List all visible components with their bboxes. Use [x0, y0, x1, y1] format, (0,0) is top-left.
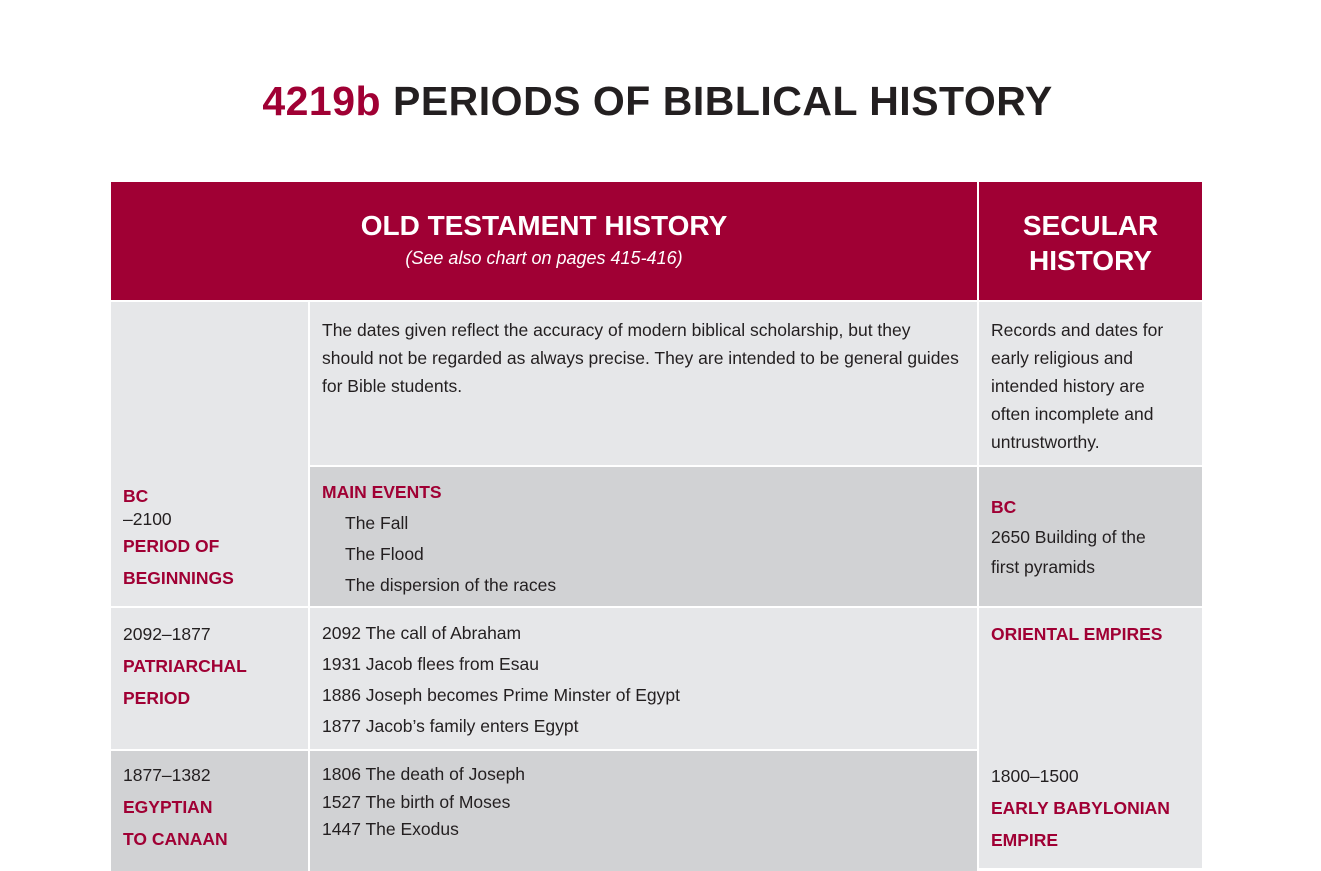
secular-beginnings-cell [979, 467, 1202, 606]
egyptian-period-cell [111, 751, 308, 871]
event-item: The Flood [345, 544, 424, 564]
era-label: BC [991, 497, 1017, 517]
ot-header-subtitle: (See also chart on pages 415-416) [405, 248, 683, 268]
main-events-title: MAIN EVENTS [322, 482, 442, 502]
era-label: BC [123, 486, 149, 506]
beginnings-period-cell [111, 302, 308, 606]
chart-number: 4219b [262, 78, 382, 124]
period-name: BEGINNINGS [123, 568, 234, 588]
oriental-empires-title: ORIENTAL EMPIRES [991, 624, 1163, 644]
period-dates: 1877–1382 [123, 765, 211, 785]
intro-ot-cell [310, 302, 977, 465]
period-name: PERIOD OF [123, 536, 220, 556]
secular-intro-text: Records and dates for early religious and intended history are often incomplete and untrustworthy. [991, 320, 1164, 452]
period-name: EMPIRE [991, 830, 1059, 850]
period-dates: 1800–1500 [991, 766, 1079, 786]
event-item: The dispersion of the races [345, 575, 557, 595]
event-item: 1877 Jacob’s family enters Egypt [322, 716, 579, 736]
secular-header [979, 182, 1202, 300]
period-name: EGYPTIAN [123, 797, 213, 817]
main-events-cell [310, 467, 977, 606]
period-dates: 2092–1877 [123, 624, 211, 644]
period-name: TO CANAAN [123, 829, 228, 849]
event-item: 1931 Jacob flees from Esau [322, 654, 539, 674]
period-dates: –2100 [123, 509, 172, 529]
patriarchal-period-cell [111, 608, 308, 749]
event-item: 1806 The death of Joseph [322, 764, 526, 784]
intro-secular-cell [979, 302, 1202, 465]
ot-header [111, 182, 977, 300]
event-item: 1447 The Exodus [322, 819, 459, 839]
secular-header-line2: HISTORY [1029, 245, 1152, 276]
ot-header-title: OLD TESTAMENT HISTORY [360, 210, 728, 241]
intro-text: The dates given reflect the accuracy of modern biblical scholarship, but they should not be regarded as always precise. They are intended to be general guides for Bible students. [322, 320, 959, 396]
secular-event: first pyramids [991, 557, 1096, 577]
event-item: 2092 The call of Abraham [322, 623, 522, 643]
egyptian-events-cell [310, 751, 977, 871]
period-name: EARLY BABYLONIAN [991, 798, 1170, 818]
period-name: PERIOD [123, 688, 191, 708]
oriental-empires-cell [979, 608, 1202, 868]
event-item: 1886 Joseph becomes Prime Minster of Egypt [322, 685, 680, 705]
period-name: PATRIARCHAL [123, 656, 247, 676]
secular-event: 2650 Building of the [991, 527, 1146, 547]
page-title [0, 78, 1315, 125]
event-item: The Fall [345, 513, 409, 533]
event-item: 1527 The birth of Moses [322, 791, 511, 812]
secular-header-line1: SECULAR [1022, 210, 1159, 241]
title-text: PERIODS OF BIBLICAL HISTORY [392, 78, 1053, 124]
patriarchal-events-cell [310, 608, 977, 749]
